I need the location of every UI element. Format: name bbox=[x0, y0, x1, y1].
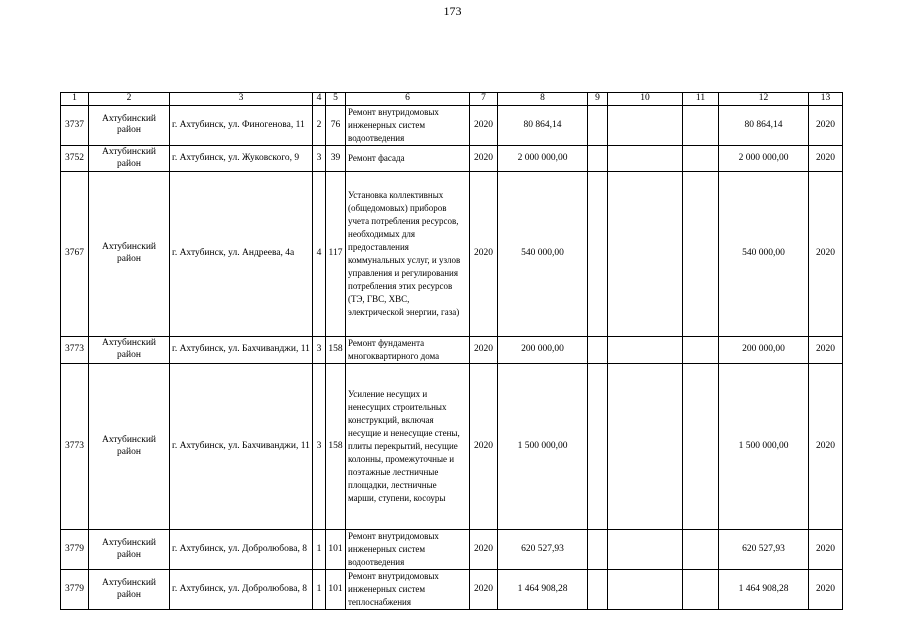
col-11 bbox=[683, 530, 719, 570]
col-12-cost: 540 000,00 bbox=[719, 172, 809, 337]
year-end: 2020 bbox=[809, 146, 843, 172]
table-row bbox=[61, 364, 843, 530]
address: г. Ахтубинск, ул. Жуковского, 9 bbox=[170, 146, 313, 172]
district: Ахтубинский район bbox=[89, 337, 170, 364]
col-5: 117 bbox=[326, 172, 346, 337]
col-9 bbox=[588, 570, 608, 610]
work-type: Ремонт внутридомовых инженерных систем водоотведения bbox=[346, 105, 470, 145]
year: 2020 bbox=[470, 530, 498, 570]
column-header: 11 bbox=[683, 93, 719, 106]
record-number: 3767 bbox=[61, 172, 89, 337]
col-11 bbox=[683, 105, 719, 145]
col-5: 101 bbox=[326, 570, 346, 610]
col-4: 2 bbox=[313, 105, 326, 145]
address: г. Ахтубинск, ул. Добролюбова, 8 bbox=[170, 570, 313, 610]
column-header: 10 bbox=[608, 93, 683, 106]
year: 2020 bbox=[470, 146, 498, 172]
col-4: 3 bbox=[313, 364, 326, 530]
year-end: 2020 bbox=[809, 530, 843, 570]
col-4: 3 bbox=[313, 337, 326, 364]
work-type: Усиление несущих и ненесущих строительных конструкций, включая несущие и ненесущие стены, плиты перекрытий, несущие колонны, промежуточные и поэтажные лестничные площадки, лестничные марши, ступени, косоуры bbox=[346, 364, 470, 530]
col-11 bbox=[683, 146, 719, 172]
col-9 bbox=[588, 337, 608, 364]
col-11 bbox=[683, 172, 719, 337]
col-4: 3 bbox=[313, 146, 326, 172]
district: Ахтубинский район bbox=[89, 146, 170, 172]
record-number: 3779 bbox=[61, 530, 89, 570]
address: г. Ахтубинск, ул. Финогенова, 11 bbox=[170, 105, 313, 145]
work-type: Ремонт внутридомовых инженерных систем теплоснабжения bbox=[346, 570, 470, 610]
record-number: 3737 bbox=[61, 105, 89, 145]
district: Ахтубинский район bbox=[89, 530, 170, 570]
col-10 bbox=[608, 146, 683, 172]
col-10 bbox=[608, 337, 683, 364]
column-header: 4 bbox=[313, 93, 326, 106]
year-end: 2020 bbox=[809, 105, 843, 145]
col-5: 101 bbox=[326, 530, 346, 570]
col-9 bbox=[588, 172, 608, 337]
col-11 bbox=[683, 570, 719, 610]
col-11 bbox=[683, 364, 719, 530]
table-row bbox=[61, 172, 843, 337]
col-12-cost: 620 527,93 bbox=[719, 530, 809, 570]
col-9 bbox=[588, 146, 608, 172]
work-type: Ремонт внутридомовых инженерных систем водоотведения bbox=[346, 530, 470, 570]
total-cost: 1 464 908,28 bbox=[498, 570, 588, 610]
total-cost: 200 000,00 bbox=[498, 337, 588, 364]
table-row bbox=[61, 530, 843, 570]
col-10 bbox=[608, 570, 683, 610]
year-end: 2020 bbox=[809, 570, 843, 610]
table-row bbox=[61, 146, 843, 172]
total-cost: 1 500 000,00 bbox=[498, 364, 588, 530]
col-10 bbox=[608, 172, 683, 337]
header-row bbox=[61, 93, 843, 106]
col-5: 39 bbox=[326, 146, 346, 172]
column-header: 7 bbox=[470, 93, 498, 106]
year-end: 2020 bbox=[809, 364, 843, 530]
col-10 bbox=[608, 364, 683, 530]
page-number: 173 bbox=[443, 4, 462, 18]
work-type: Ремонт фундамента многоквартирного дома bbox=[346, 337, 470, 364]
district: Ахтубинский район bbox=[89, 105, 170, 145]
col-10 bbox=[608, 105, 683, 145]
col-5: 76 bbox=[326, 105, 346, 145]
column-header: 13 bbox=[809, 93, 843, 106]
col-12-cost: 80 864,14 bbox=[719, 105, 809, 145]
year-end: 2020 bbox=[809, 172, 843, 337]
column-header: 8 bbox=[498, 93, 588, 106]
address: г. Ахтубинск, ул. Бахчиванджи, 11 bbox=[170, 364, 313, 530]
table-row bbox=[61, 105, 843, 145]
record-number: 3773 bbox=[61, 337, 89, 364]
total-cost: 80 864,14 bbox=[498, 105, 588, 145]
column-header: 1 bbox=[61, 93, 89, 106]
col-4: 4 bbox=[313, 172, 326, 337]
col-11 bbox=[683, 337, 719, 364]
address: г. Ахтубинск, ул. Бахчиванджи, 11 bbox=[170, 337, 313, 364]
column-header: 6 bbox=[346, 93, 470, 106]
total-cost: 540 000,00 bbox=[498, 172, 588, 337]
year: 2020 bbox=[470, 364, 498, 530]
column-header: 2 bbox=[89, 93, 170, 106]
district: Ахтубинский район bbox=[89, 570, 170, 610]
record-number: 3773 bbox=[61, 364, 89, 530]
year: 2020 bbox=[470, 337, 498, 364]
total-cost: 2 000 000,00 bbox=[498, 146, 588, 172]
col-10 bbox=[608, 530, 683, 570]
year: 2020 bbox=[470, 172, 498, 337]
work-type: Ремонт фасада bbox=[346, 146, 470, 172]
table-row bbox=[61, 337, 843, 364]
col-9 bbox=[588, 105, 608, 145]
address: г. Ахтубинск, ул. Андреева, 4а bbox=[170, 172, 313, 337]
district: Ахтубинский район bbox=[89, 364, 170, 530]
col-12-cost: 200 000,00 bbox=[719, 337, 809, 364]
year-end: 2020 bbox=[809, 337, 843, 364]
total-cost: 620 527,93 bbox=[498, 530, 588, 570]
address: г. Ахтубинск, ул. Добролюбова, 8 bbox=[170, 530, 313, 570]
table-row bbox=[61, 570, 843, 610]
repair-program-table bbox=[60, 92, 843, 610]
col-9 bbox=[588, 530, 608, 570]
district: Ахтубинский район bbox=[89, 172, 170, 337]
year: 2020 bbox=[470, 570, 498, 610]
column-header: 9 bbox=[588, 93, 608, 106]
col-12-cost: 2 000 000,00 bbox=[719, 146, 809, 172]
col-4: 1 bbox=[313, 570, 326, 610]
column-header: 3 bbox=[170, 93, 313, 106]
col-4: 1 bbox=[313, 530, 326, 570]
column-header: 12 bbox=[719, 93, 809, 106]
col-9 bbox=[588, 364, 608, 530]
col-12-cost: 1 464 908,28 bbox=[719, 570, 809, 610]
work-type: Установка коллективных (общедомовых) приборов учета потребления ресурсов, необходимых для предоставления коммунальных услуг, и узлов управления и регулирования потребления этих ресурсов (ТЭ, ГВС, ХВС, электрической энергии, газа) bbox=[346, 172, 470, 337]
col-12-cost: 1 500 000,00 bbox=[719, 364, 809, 530]
column-header: 5 bbox=[326, 93, 346, 106]
record-number: 3779 bbox=[61, 570, 89, 610]
record-number: 3752 bbox=[61, 146, 89, 172]
col-5: 158 bbox=[326, 364, 346, 530]
col-5: 158 bbox=[326, 337, 346, 364]
year: 2020 bbox=[470, 105, 498, 145]
